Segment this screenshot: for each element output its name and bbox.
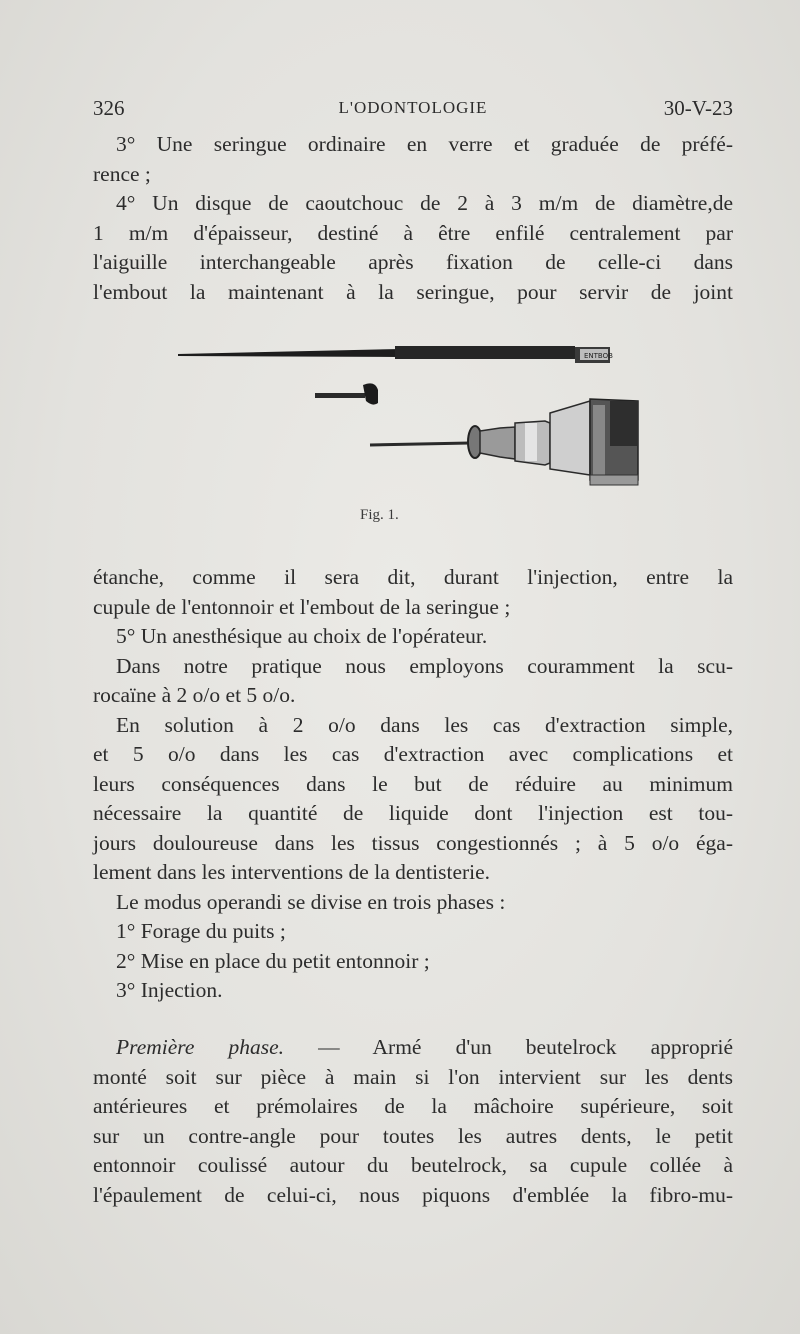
- section-first-line: [116, 1033, 733, 1063]
- text-line: antérieures et prémolaires de la mâchoire supérieure, soit: [93, 1094, 733, 1118]
- running-title: L'ODONTOLOGIE: [338, 98, 488, 117]
- issue-date: 30-V-23: [663, 96, 733, 120]
- text-line: l'embout la maintenant à la seringue, pour servir de joint: [93, 280, 733, 304]
- svg-text:ENTBOB: ENTBOB: [584, 352, 613, 360]
- text-line: cupule de l'entonnoir et l'embout de la seringue ;: [93, 595, 511, 619]
- text-line: 4° Un disque de caoutchouc de 2 à 3 m/m de diamètre,de: [116, 191, 733, 215]
- section-heading: Première phase.: [116, 1035, 285, 1059]
- text-line: l'épaulement de celui-ci, nous piquons d'emblée la fibro-mu-: [93, 1183, 733, 1207]
- text-line: 1 m/m d'épaisseur, destiné à être enfilé centralement par: [93, 221, 733, 245]
- text-line: Dans notre pratique nous employons couramment la scu-: [116, 654, 733, 678]
- page-number: 326: [93, 96, 125, 120]
- text-line: lement dans les interventions de la dentisterie.: [93, 860, 491, 884]
- text-line: nécessaire la quantité de liquide dont l'injection est tou-: [93, 801, 733, 825]
- text-line: rocaïne à 2 o/o et 5 o/o.: [93, 683, 296, 707]
- page-header: [93, 96, 733, 126]
- text-line: 2° Mise en place du petit entonnoir ;: [116, 949, 430, 973]
- text-line: sur un contre-angle pour toutes les autres dents, le petit: [93, 1124, 733, 1148]
- text-line: jours douloureuse dans les tissus congestionnés ; à 5 o/o éga-: [93, 831, 733, 855]
- syringe-illustration-icon: [170, 335, 640, 505]
- text-line: 5° Un anesthésique au choix de l'opérateur.: [116, 624, 488, 648]
- text-line: et 5 o/o dans les cas d'extraction avec complications et: [93, 742, 733, 766]
- text-line: 3° Injection.: [116, 978, 223, 1002]
- figure-caption: Fig. 1.: [360, 507, 399, 523]
- section-first-line-text: — Armé d'un beutelrock approprié: [284, 1035, 733, 1059]
- text-line: En solution à 2 o/o dans les cas d'extraction simple,: [116, 713, 733, 737]
- text-line: 1° Forage du puits ;: [116, 919, 286, 943]
- text-line: 3° Une seringue ordinaire en verre et graduée de préfé-: [116, 132, 733, 156]
- text-line: Le modus operandi se divise en trois phases :: [116, 890, 506, 914]
- text-line: entonnoir coulissé autour du beutelrock, sa cupule collée à: [93, 1153, 733, 1177]
- text-line: rence ;: [93, 162, 151, 186]
- text-line: monté soit sur pièce à main si l'on intervient sur les dents: [93, 1065, 733, 1089]
- text-line: leurs conséquences dans le but de réduire au minimum: [93, 772, 733, 796]
- text-line: étanche, comme il sera dit, durant l'injection, entre la: [93, 565, 733, 589]
- text-line: l'aiguille interchangeable après fixation de celle-ci dans: [93, 250, 733, 274]
